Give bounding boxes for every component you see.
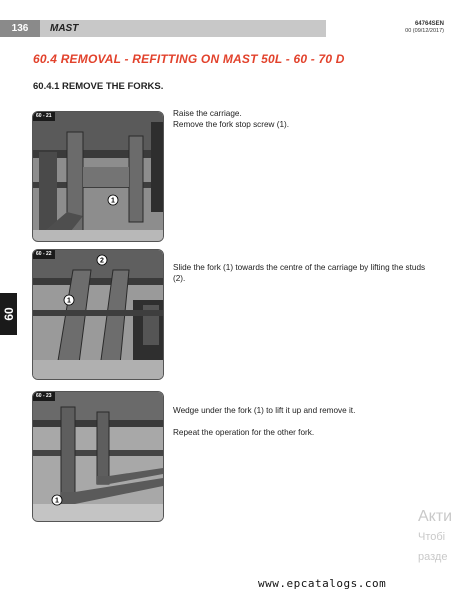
chapter-side-tab-label: 60 bbox=[1, 307, 16, 321]
callout-1-marker bbox=[51, 494, 63, 506]
callout-2-text: 2 bbox=[100, 257, 104, 265]
figure-label: 60 - 22 bbox=[33, 250, 55, 259]
step-2-text bbox=[173, 262, 433, 284]
chapter-side-tab bbox=[0, 293, 17, 335]
step-3-text bbox=[173, 405, 433, 449]
footer-url: www.epcatalogs.com bbox=[258, 577, 387, 590]
step-1-line-2: Remove the fork stop screw (1). bbox=[173, 120, 290, 129]
section-title: 60.4 REMOVAL - REFITTING ON MAST 50L - 60 - 70 D bbox=[33, 52, 345, 66]
figure-remove-fork-stop bbox=[32, 111, 164, 242]
figure-slide-fork bbox=[32, 249, 164, 380]
header-title: MAST bbox=[50, 23, 79, 34]
step-3-line-2: Repeat the operation for the other fork. bbox=[173, 428, 315, 437]
callout-2-marker bbox=[96, 254, 108, 266]
subsection-title: 60.4.1 REMOVE THE FORKS. bbox=[33, 81, 164, 92]
callout-1-marker bbox=[63, 294, 75, 306]
activation-watermark-line-2: Чтобі bbox=[418, 531, 446, 543]
header-bar bbox=[0, 20, 326, 37]
doc-code-date: 00 (09/12/2017) bbox=[405, 28, 444, 34]
figure-label: 60 - 21 bbox=[33, 112, 55, 121]
forklift-carriage-photo-1 bbox=[33, 112, 163, 241]
figure-label: 60 - 23 bbox=[33, 392, 55, 401]
forklift-carriage-photo-2 bbox=[33, 250, 163, 379]
callout-1-text: 1 bbox=[55, 497, 59, 505]
step-2-line-1: Slide the fork (1) towards the centre of the carriage by lifting the studs (2). bbox=[173, 263, 426, 283]
step-1-line-1: Raise the carriage. bbox=[173, 109, 242, 118]
doc-code-number: 64764SEN bbox=[414, 21, 444, 27]
callout-1-marker bbox=[107, 194, 119, 206]
activation-watermark-line-3: разде bbox=[418, 551, 448, 563]
figure-remove-fork bbox=[32, 391, 164, 522]
callout-1-text: 1 bbox=[67, 297, 71, 305]
callout-1-text: 1 bbox=[111, 197, 115, 205]
doc-code bbox=[405, 21, 444, 35]
activation-watermark-line-1: Акти bbox=[418, 508, 453, 525]
page-number: 136 bbox=[0, 20, 40, 37]
step-1-text bbox=[173, 108, 433, 130]
step-3-line-1: Wedge under the fork (1) to lift it up and remove it. bbox=[173, 406, 356, 415]
